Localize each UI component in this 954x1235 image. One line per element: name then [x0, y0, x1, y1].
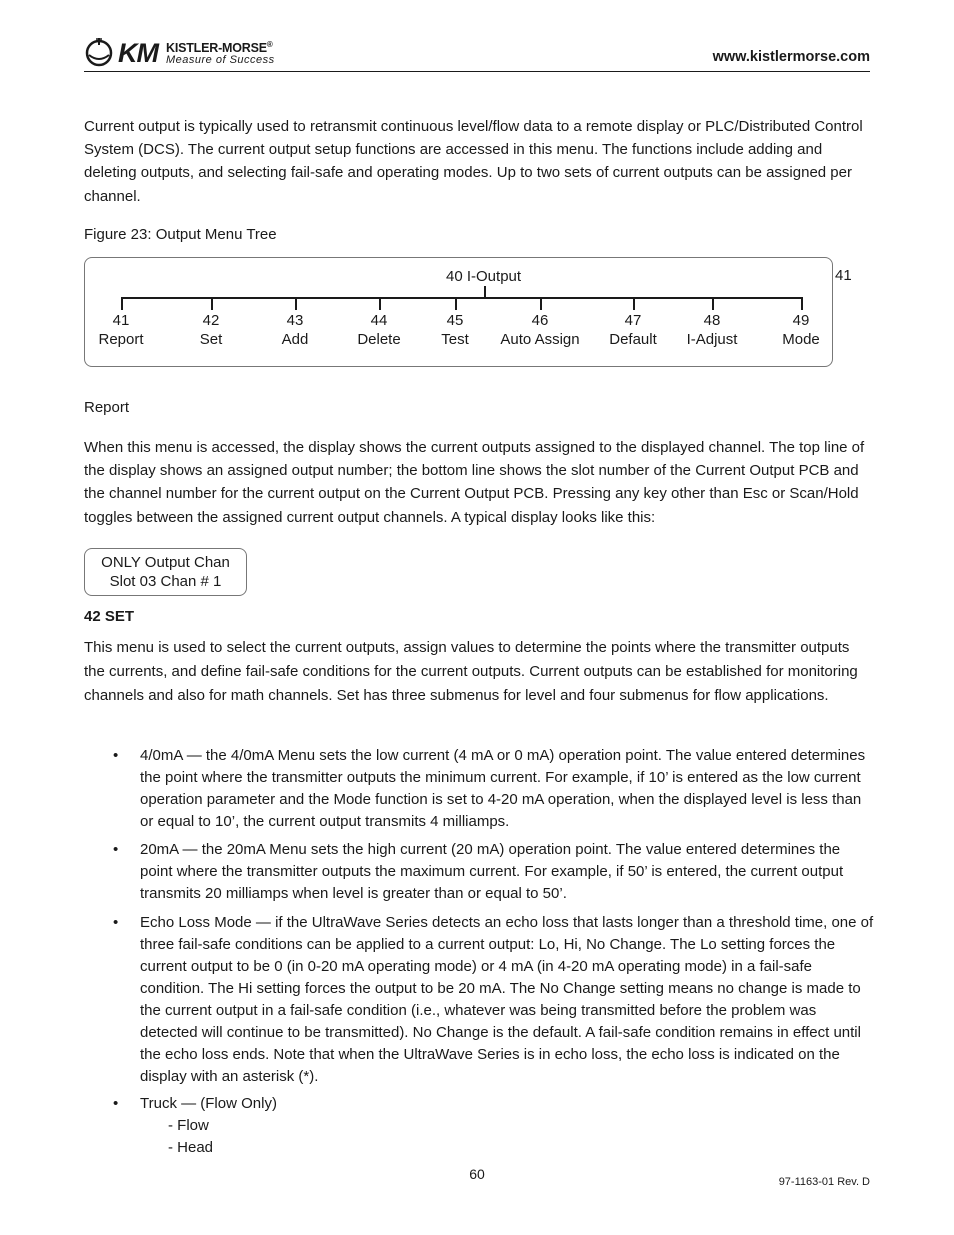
display-line-2: Slot 03 Chan # 1 — [109, 573, 222, 590]
menu-node-label: I-Adjust — [686, 331, 738, 348]
menu-tree-tick — [455, 297, 457, 310]
menu-tree-bar — [121, 297, 802, 299]
bullet-item: 20mA — the 20mA Menu sets the high current (20 mA) operation point. The value entered determines the point where the transmitter outputs the maximum current. For example, if 50’ is entered, the current output transmits 20 milliamps when level is greater than or equal to 50’. — [140, 841, 844, 902]
menu-tree-tick — [540, 297, 542, 310]
menu-node-number: 42 — [202, 312, 220, 329]
bullet-item: Echo Loss Mode — if the UltraWave Series detects an echo loss that lasts longer than a threshold time, one of three fail-safe conditions can be applied to a current output: Lo, Hi, No Change. The Lo setting forces the current output to be 0 (in 0-20 mA operating mode) or 4 mA (in 4-20 mA operating mode) in a fail-safe condition. The Hi setting forces the output to be 20 mA. The No Change setting means no change is made to the current output in a fail-safe condition (i.e., whatever was being transmitted before the problem was detected will continue to be transmitted). No Change is the default. A fail-safe condition remains in effect until the echo loss ends. Note that when the UltraWave Series is in echo loss, the echo loss is indicated on the display with an asterisk (*). — [140, 914, 874, 1085]
bullet-marker: • — [113, 1095, 119, 1112]
bullet-marker: • — [113, 747, 119, 764]
menu-node-label: Default — [609, 331, 657, 348]
menu-node-number: 49 — [792, 312, 810, 329]
sub-item-flow: - Flow — [168, 1117, 209, 1134]
report-paragraph: When this menu is accessed, the display shows the current outputs assigned to the displayed channel. The top line of the display shows an assigned output number; the bottom line shows the slot number of the Current Output PCB and the channel number for the current output on the Current Output PCB. Pressing any key other than Esc or Scan/Hold toggles between the assigned current output channels. A typical display looks like this: — [84, 439, 865, 526]
menu-node-number: 46 — [531, 312, 549, 329]
menu-node-label: Delete — [357, 331, 401, 348]
menu-tree-tick — [121, 297, 123, 310]
menu-node-number: 43 — [286, 312, 304, 329]
set-paragraph: This menu is used to select the current outputs, assign values to determine the points where the transmitter outputs the currents, and define fail-safe conditions for the current outputs. Current outputs can be established for monitoring channels and also for math channels. Set has three submenus for level and four submenus for flow applications. — [84, 639, 858, 704]
menu-tree-root: 40 I-Output — [446, 268, 522, 285]
menu-node-label: Auto Assign — [500, 331, 580, 348]
figure-title: Figure 23: Output Menu Tree — [84, 226, 277, 243]
header-divider — [84, 71, 870, 72]
intro-paragraph: Current output is typically used to retransmit continuous level/flow data to a remote display or PLC/Distributed Control System (DCS). The current output setup functions are accessed in this menu. The functions include adding and deleting outputs, and selecting fail-safe and operating modes. Up to two sets of current outputs can be assigned per channel. — [84, 118, 863, 205]
menu-node-label: Add — [281, 331, 309, 348]
logo-icon — [84, 36, 114, 68]
menu-tree-tick — [633, 297, 635, 310]
menu-tree-tick — [295, 297, 297, 310]
bullet-marker: • — [113, 841, 119, 858]
menu-tree-tick — [379, 297, 381, 310]
report-heading: Report — [84, 399, 130, 416]
bullet-item: Truck — (Flow Only) — [140, 1095, 277, 1112]
menu-node-label: Test — [441, 331, 469, 348]
website-url: www.kistlermorse.com — [712, 49, 870, 65]
menu-tree-tick — [712, 297, 714, 310]
menu-node-number: 41 — [112, 312, 130, 329]
menu-tree-tick — [211, 297, 213, 310]
menu-tree-tick — [801, 297, 803, 310]
logo-tagline: Measure of Success — [166, 54, 275, 66]
logo-brand: KISTLER-MORSE® — [166, 40, 273, 56]
menu-node-label: Report — [98, 331, 144, 348]
menu-node-label: Set — [199, 331, 223, 348]
document-id: 97-1163-01 Rev. D — [778, 1176, 870, 1188]
logo-initials: KM — [118, 38, 158, 68]
bullet-item: 4/0mA — the 4/0mA Menu sets the low current (4 mA or 0 mA) operation point. The value entered determines the point where the transmitter outputs the minimum current. For example, if 10’ is entered as the low current operation parameter and the Mode function is set to 4-20 mA operation, when the displayed level is less than or equal to 10’, the current output transmits 4 milliamps. — [140, 747, 866, 830]
menu-node-number: 48 — [703, 312, 721, 329]
menu-node-number: 44 — [370, 312, 388, 329]
display-line-1: ONLY Output Chan — [101, 554, 230, 571]
bullet-marker: • — [113, 914, 119, 931]
page-number: 60 — [469, 1166, 485, 1182]
menu-node-number: 45 — [446, 312, 464, 329]
menu-node-label: Mode — [782, 331, 820, 348]
display-example — [84, 548, 247, 596]
menu-node-number: 47 — [624, 312, 642, 329]
set-heading: 42 SET — [84, 608, 135, 625]
menu-tree-side-ref: 41 — [835, 267, 852, 284]
sub-item-head: - Head — [168, 1139, 214, 1156]
